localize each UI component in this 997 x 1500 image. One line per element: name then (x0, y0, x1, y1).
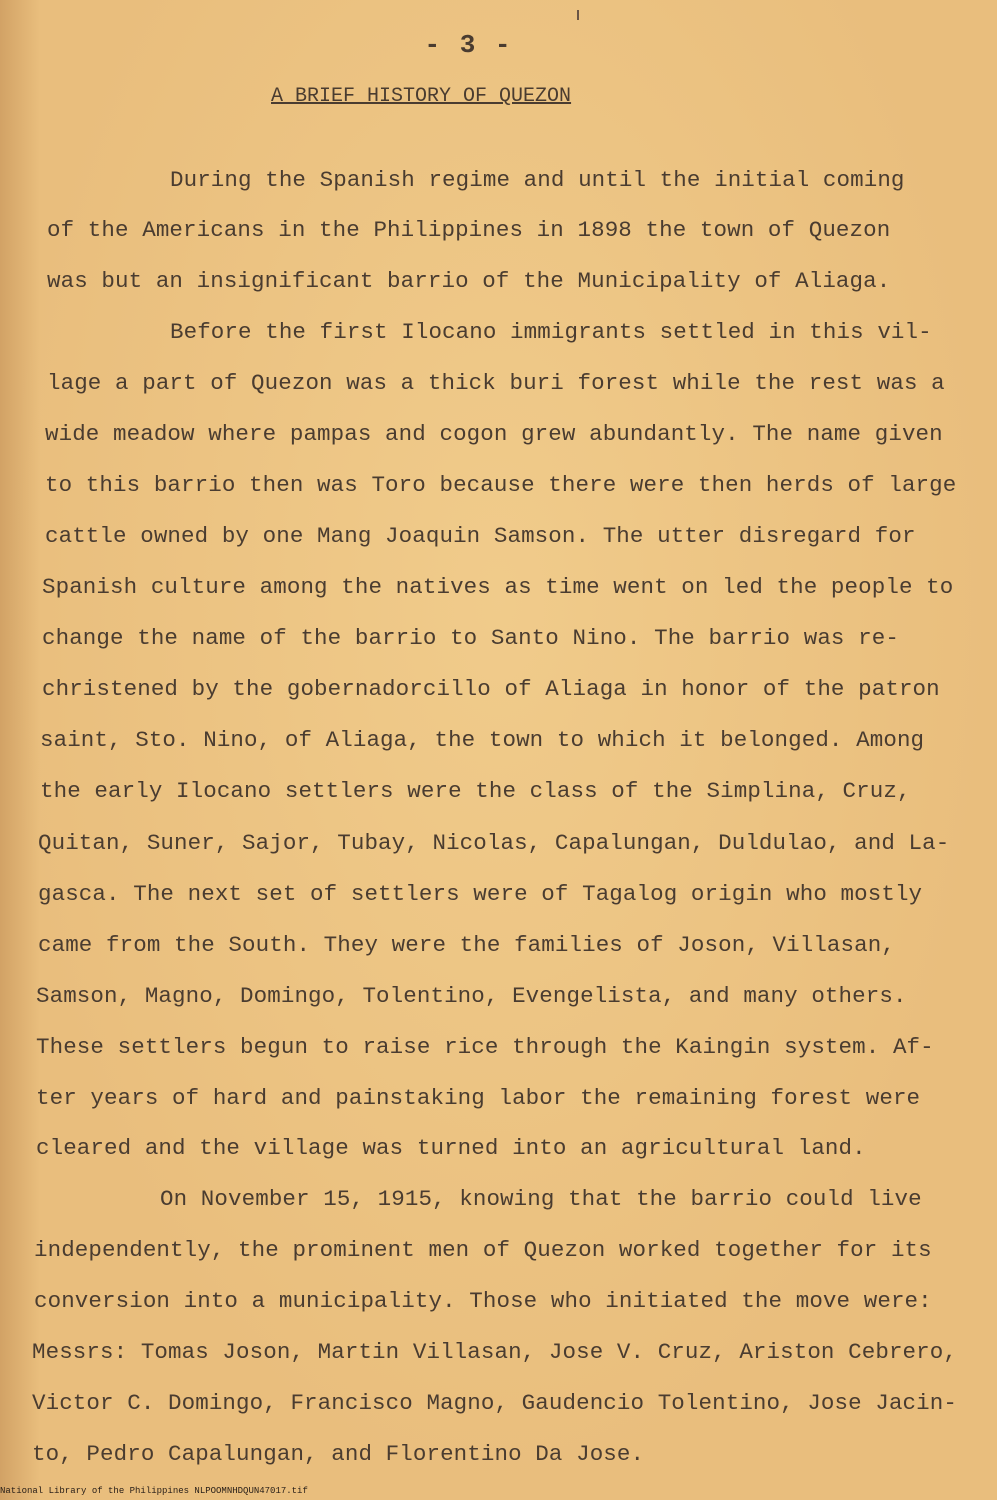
text-line: to this barrio then was Toro because there were then herds of large (45, 472, 957, 498)
text-line: change the name of the barrio to Santo Nino. The barrio was re- (42, 625, 899, 651)
text-line: Spanish culture among the natives as time went on led the people to (42, 574, 954, 600)
text-line: the early Ilocano settlers were the class of the Simplina, Cruz, (40, 778, 911, 804)
text-line: lage a part of Quezon was a thick buri forest while the rest was a (47, 370, 945, 396)
text-line: christened by the gobernadorcillo of Aliaga in honor of the patron (42, 676, 940, 702)
text-line: wide meadow where pampas and cogon grew abundantly. The name given (45, 421, 943, 447)
archive-footer: National Library of the Philippines NLPOOMNHDQUN47017.tif (0, 1486, 308, 1496)
text-line: saint, Sto. Nino, of Aliaga, the town to which it belonged. Among (40, 727, 925, 753)
text-line: gasca. The next set of settlers were of Tagalog origin who mostly (38, 881, 923, 907)
text-line: Quitan, Suner, Sajor, Tubay, Nicolas, Capalungan, Duldulao, and La- (38, 830, 950, 856)
text-line: was but an insignificant barrio of the Municipality of Aliaga. (47, 268, 891, 294)
text-line: conversion into a municipality. Those who initiated the move were: (34, 1288, 932, 1314)
text-line: Victor C. Domingo, Francisco Magno, Gaudencio Tolentino, Jose Jacin- (32, 1390, 957, 1416)
text-line: ter years of hard and painstaking labor the remaining forest were (36, 1085, 921, 1111)
ink-mark (577, 10, 579, 20)
text-line: These settlers begun to raise rice through the Kaingin system. Af- (36, 1034, 934, 1060)
page-number: - 3 - (424, 30, 513, 60)
text-line: On November 15, 1915, knowing that the barrio could live (160, 1186, 922, 1212)
text-line: came from the South. They were the families of Joson, Villasan, (38, 932, 895, 958)
text-line: cleared and the village was turned into an agricultural land. (36, 1135, 866, 1161)
text-line: Before the first Ilocano immigrants settled in this vil- (170, 319, 932, 345)
text-line: of the Americans in the Philippines in 1898 the town of Quezon (47, 217, 891, 243)
text-line: independently, the prominent men of Quezon worked together for its (34, 1237, 932, 1263)
text-line: cattle owned by one Mang Joaquin Samson. The utter disregard for (45, 523, 916, 549)
text-line: to, Pedro Capalungan, and Florentino Da Jose. (32, 1441, 645, 1467)
text-line: Messrs: Tomas Joson, Martin Villasan, Jose V. Cruz, Ariston Cebrero, (32, 1339, 957, 1365)
text-line: During the Spanish regime and until the initial coming (170, 167, 905, 193)
document-title: A BRIEF HISTORY OF QUEZON (271, 85, 572, 108)
text-line: Samson, Magno, Domingo, Tolentino, Evengelista, and many others. (36, 983, 907, 1009)
